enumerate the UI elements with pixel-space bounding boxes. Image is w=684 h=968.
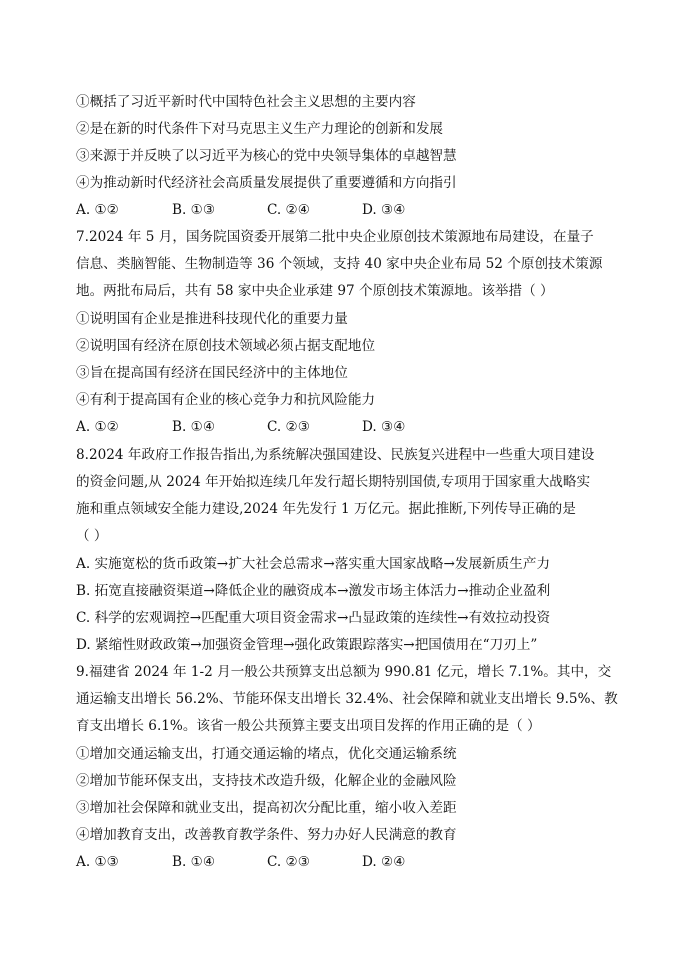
q9-statement-2: ②增加节能环保支出，支持技术改造升级，化解企业的金融风险: [76, 773, 457, 789]
q7-option-a: A. ①②: [76, 419, 119, 435]
q7-option-c: C. ②③: [267, 419, 310, 435]
q8-option-b: B. 拓宽直接融资渠道→降低企业的融资成本→激发市场主体活力→推动企业盈利: [76, 583, 551, 599]
q9-statement-4: ④增加教育支出，改善教育教学条件、努力办好人民满意的教育: [76, 827, 457, 843]
q7-option-d: D. ③④: [362, 419, 406, 435]
q9-statement-3: ③增加社会保障和就业支出，提高初次分配比重，缩小收入差距: [76, 800, 457, 816]
q6-option-a: A. ①②: [76, 202, 119, 218]
q7-option-b: B. ①④: [172, 419, 216, 435]
q6-option-c: C. ②④: [267, 202, 310, 218]
q8-stem-line-2: 的资金问题,从 2024 年开始拟连续几年发行超长期特别国债,专项用于国家重大战略实: [76, 474, 591, 490]
q8-stem-line-4: （ ）: [76, 528, 108, 544]
q8-stem-line-1: 8.2024 年政府工作报告指出,为系统解决强国建设、民族复兴进程中一些重大项目建设: [76, 447, 595, 463]
q6-option-b: B. ①③: [172, 202, 216, 218]
q6-option-d: D. ③④: [362, 202, 406, 218]
q7-statement-3: ③旨在提高国有经济在国民经济中的主体地位: [76, 365, 348, 381]
q7-statement-4: ④有利于提高国有企业的核心竞争力和抗风险能力: [76, 392, 376, 408]
q9-option-a: A. ①③: [76, 854, 119, 870]
q6-statement-4: ④为推动新时代经济社会高质量发展提供了重要遵循和方向指引: [76, 175, 457, 191]
q6-statement-2: ②是在新的时代条件下对马克思主义生产力理论的创新和发展: [76, 121, 444, 137]
q7-stem-line-1: 7.2024 年 5 月，国务院国资委开展第二批中央企业原创技术策源地布局建设，在量子: [76, 229, 594, 245]
q9-option-c: C. ②③: [267, 854, 310, 870]
q8-option-a: A. 实施宽松的货币政策→扩大社会总需求→落实重大国家战略→发展新质生产力: [76, 556, 551, 572]
q7-statement-1: ①说明国有企业是推进科技现代化的重要力量: [76, 311, 348, 327]
q9-option-b: B. ①④: [172, 854, 216, 870]
q8-stem-line-3: 施和重点领域安全能力建设,2024 年先发行 1 万亿元。据此推断,下列传导正确的是: [76, 501, 576, 517]
q7-statement-2: ②说明国有经济在原创技术领域必须占据支配地位: [76, 338, 376, 354]
q9-statement-1: ①增加交通运输支出，打通交通运输的堵点，优化交通运输系统: [76, 746, 457, 762]
q9-stem-line-2: 通运输支出增长 56.2%、节能环保支出增长 32.4%、社会保障和就业支出增长 9.5%、教: [76, 691, 618, 707]
q8-option-d: D. 紧缩性财政政策→加强资金管理→强化政策跟踪落实→把国债用在“刀刃上”: [76, 637, 538, 653]
q9-stem-line-3: 育支出增长 6.1%。该省一般公共预算主要支出项目发挥的作用正确的是（ ）: [76, 718, 541, 734]
q6-statement-1: ①概括了习近平新时代中国特色社会主义思想的主要内容: [76, 94, 416, 110]
q7-stem-line-3: 地。两批布局后，共有 58 家中央企业承建 97 个原创技术策源地。该举措（ ）: [76, 283, 554, 299]
q9-stem-line-1: 9.福建省 2024 年 1-2 月一般公共预算支出总额为 990.81 亿元，增长 7.1%。其中，交: [76, 664, 612, 680]
q8-option-c: C. 科学的宏观调控→匹配重大项目资金需求→凸显政策的连续性→有效拉动投资: [76, 610, 551, 626]
q6-statement-3: ③来源于并反映了以习近平为核心的党中央领导集体的卓越智慧: [76, 148, 457, 164]
q7-stem-line-2: 信息、类脑智能、生物制造等 36 个领域，支持 40 家中央企业布局 52 个原创技术策源: [76, 256, 603, 272]
q9-option-d: D. ②④: [362, 854, 406, 870]
